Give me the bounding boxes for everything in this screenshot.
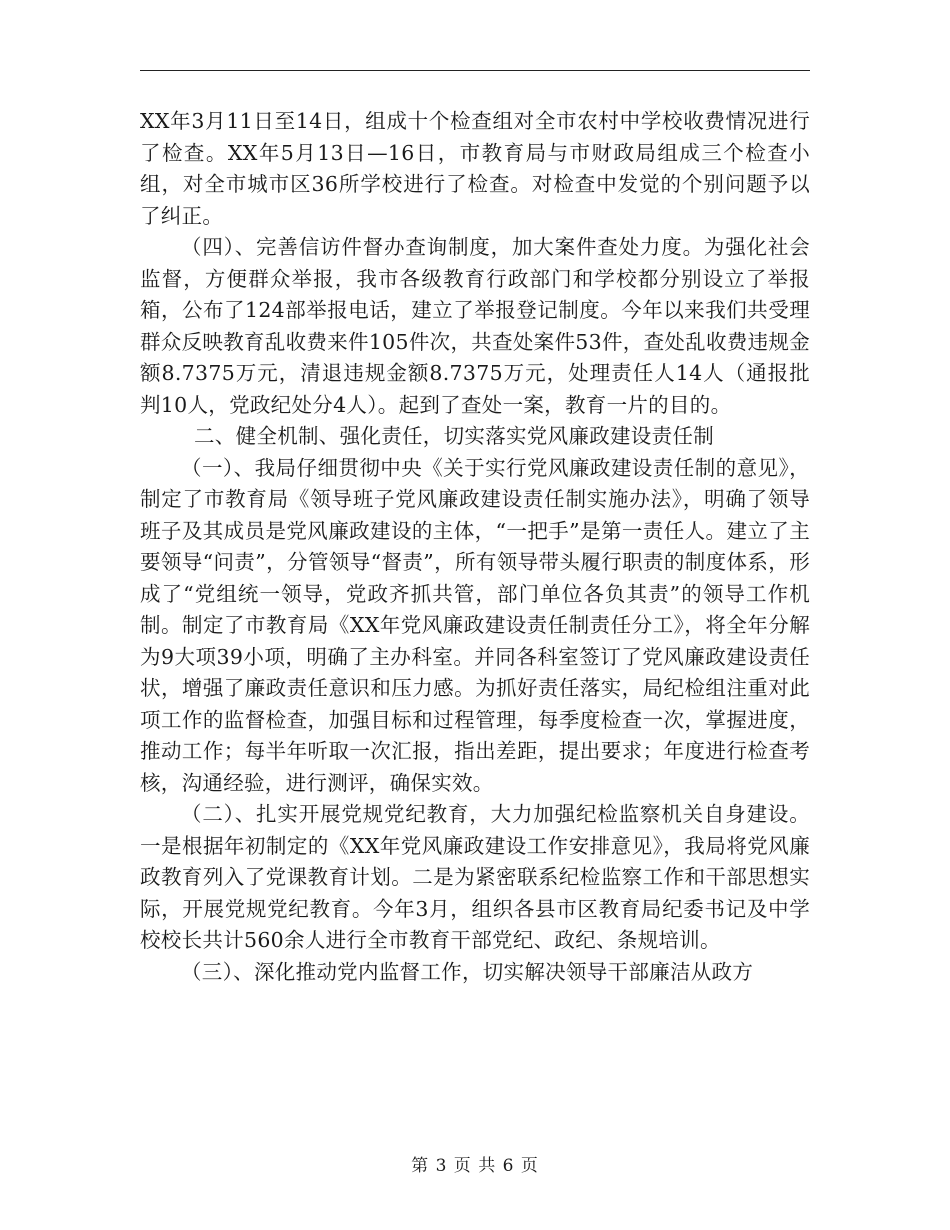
section-heading-two: 二、健全机制、强化责任，切实落实党风廉政建设责任制 bbox=[194, 424, 714, 448]
paragraph-internal-supervision: （三）、深化推动党内监督工作，切实解决领导干部廉洁从政方 bbox=[181, 959, 754, 984]
paragraph-complaint-system: （四）、完善信访件督办查询制度，加大案件查处力度。为强化社会监督，方便群众举报，我市各级教育行政部门和学校都分别设立了举报箱，公布了124部举报电话，建立了举报登记制度。今年以来我们共受理群众反映教育乱收费来件105件次，共查处案件53件，查处乱收费违规金额8.7375万元，清退违规金额8.7375万元，处理责任人14人（通报批判10人，党政纪处分4人）。起到了查处一案，教育一片的目的。 bbox=[140, 235, 810, 417]
paragraph-discipline-education: （二）、扎实开展党规党纪教育，大力加强纪检监察机关自身建设。一是根据年初制定的《XX年党风廉政建设工作安排意见》，我局将党风廉政教育列入了党课教育计划。二是为紧密联系纪检监察工作和干部思想实际，开展党规党纪教育。今年3月，组织各县市区教育局纪委书记及中学校校长共计560余人进行全市教育干部党纪、政纪、条规培训。 bbox=[140, 802, 810, 952]
document-body bbox=[140, 106, 810, 988]
page-number-footer: 第 3 页 共 6 页 bbox=[411, 1156, 539, 1176]
header-rule bbox=[140, 70, 810, 71]
paragraph-responsibility-system: （一）、我局仔细贯彻中央《关于实行党风廉政建设责任制的意见》，制定了市教育局《领导班子党风廉政建设责任制实施办法》，明确了领导班子及其成员是党风廉政建设的主体，“一把手”是第一责任人。建立了主要领导“问责”，分管领导“督责”，所有领导带头履行职责的制度体系，形成了“党组统一领导，党政齐抓共管，部门单位各负其责”的领导工作机制。制定了市教育局《XX年党风廉政建设责任制责任分工》，将全年分解为9大项39小项，明确了主办科室。并同各科室签订了党风廉政建设责任状，增强了廉政责任意识和压力感。为抓好责任落实，局纪检组注重对此项工作的监督检查，加强目标和过程管理，每季度检查一次，掌握进度，推动工作；每半年听取一次汇报，指出差距，提出要求；年度进行检查考核，沟通经验，进行测评，确保实效。 bbox=[140, 455, 810, 795]
paragraph-inspection-summary: XX年3月11日至14日，组成十个检查组对全市农村中学校收费情况进行了检查。XX年5月13日—16日，市教育局与市财政局组成三个检查小组，对全市城市区36所学校进行了检查。对检查中发觉的个别问题予以了纠正。 bbox=[140, 109, 810, 228]
